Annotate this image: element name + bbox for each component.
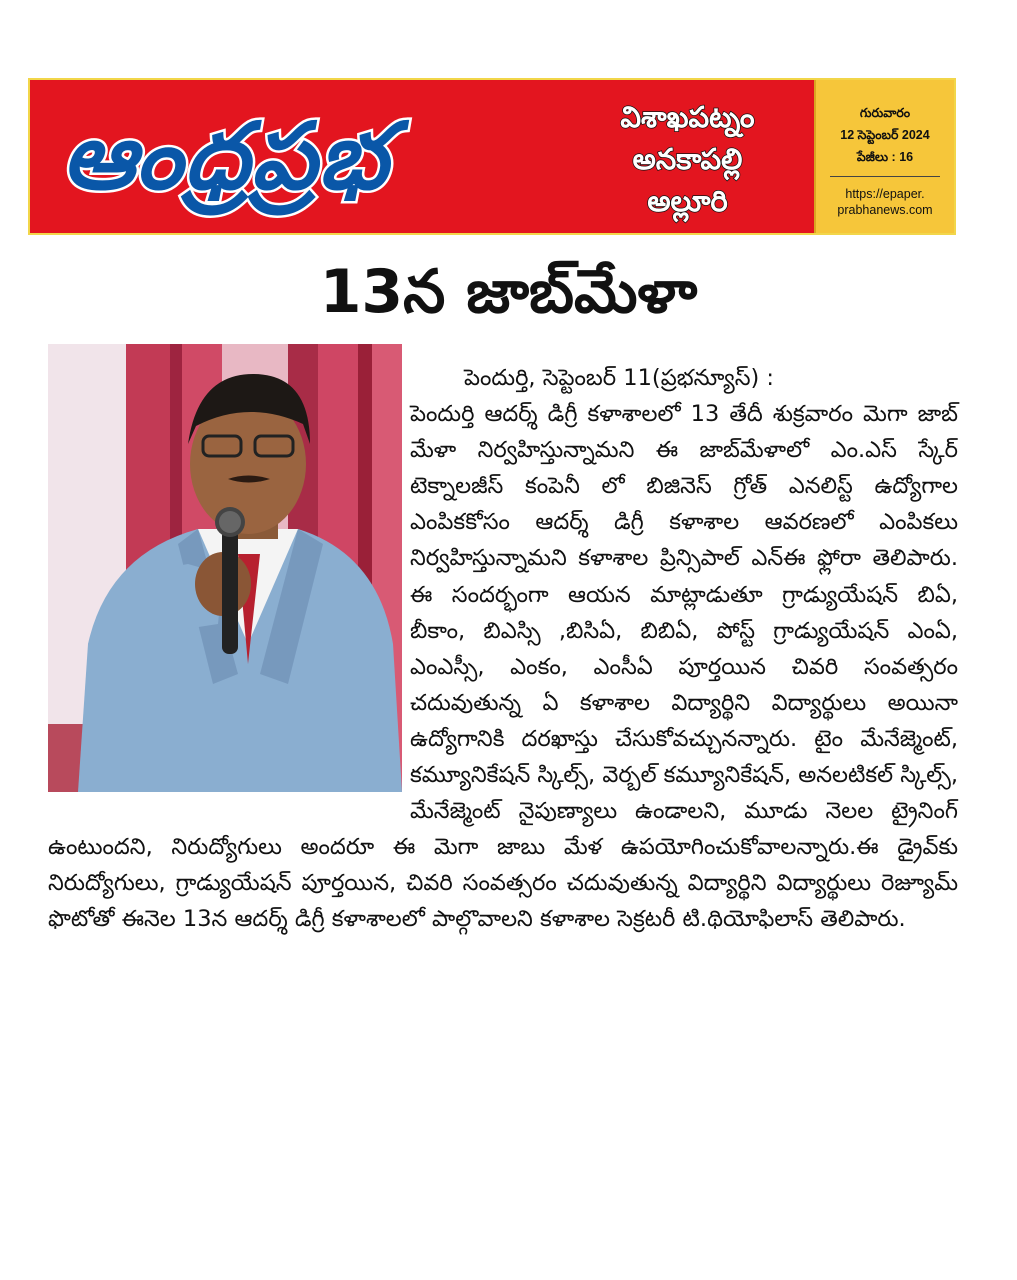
page-count: పేజీలు : 16: [856, 150, 914, 164]
issue-date: 12 సెప్టెంబర్ 2024: [840, 128, 930, 142]
edition-line-2: అనకాపల్లి: [632, 142, 743, 176]
photo-wrap-spacer: [48, 360, 410, 798]
logo-text: ఆంధ్రప్రభ: [62, 102, 390, 210]
edition-names: [550, 96, 825, 222]
epaper-url[interactable]: https://epaper. prabhanews.com: [837, 187, 933, 217]
newspaper-logo: [34, 86, 544, 229]
article-paragraph: పెందుర్తి ఆదర్శ్ డిగ్రీ కళాశాలలో 13 తేదీ శుక్రవారం మెగా జాబ్ మేళా నిర్వహిస్తున్నామని ఈ జాబ్‌మేళాలో ఎం.ఎస్ స్కేర్ టెక్నాలజీస్ కంపెనీ లో బిజినెస్ గ్రోత్ ఎనలిస్ట్ ఉద్యోగాల ఎంపికకోసం ఆదర్శ్ డిగ్రీ కళాశాల ఆవరణలో ఎంపికలు నిర్వహిస్తున్నామని కళాశాల ప్రిన్సిపాల్ ఎన్ఈ ఫ్లోరా తెలిపారు. ఈ సందర్భంగా ఆయన మాట్లాడుతూ గ్రాడ్యుయేషన్ బిఏ, బీకాం, బిఎస్సి ,బిసిఏ, బిబిఏ, పోస్ట్ గ్రాడ్యుయేషన్ ఎంఏ, ఎంఎస్సీ, ఎంకం, ఎంసీఏ పూర్తయిన చివరి సంవత్సరం చదువుతున్న ఏ కళాశాల విద్యార్థిని విద్యార్థులు అయినా ఉద్యోగానికి దరఖాస్తు చేసుకోవచ్చునన్నారు. టైం మేనేజ్మెంట్, కమ్యూనికేషన్ స్కిల్స్, వెర్బల్ కమ్యూనికేషన్, అనలటికల్ స్కిల్స్, మేనేజ్మెంట్ నైపుణ్యాలు ఉండాలని, మూడు నెలల ట్రైనింగ్ ఉంటుందని, నిరుద్యోగులు అందరూ ఈ మెగా జాబు మేళ ఉపయోగించుకోవాలన్నారు.ఈ డ్రైవ్‌కు నిరుద్యోగులు, గ్రాడ్యుయేషన్ పూర్తయిన, చివరి సంవత్సరం చదువుతున్న విద్యార్థిని విద్యార్థులు రెజ్యూమ్ ఫొటోతో ఈనెల 13న ఆదర్శ్ డిగ్రీ కళాశాలలో పాల్గొవాలని కళాశాల సెక్రటరీ టి.థియోఫిలాస్ తెలిపారు.: [48, 401, 958, 933]
edition-line-1: విశాఖపట్నం: [620, 100, 755, 134]
article-body: [48, 360, 958, 938]
issue-day: గురువారం: [859, 106, 911, 120]
article-headline: 13న జాబ్‌మేళా: [319, 257, 698, 327]
info-divider: [830, 176, 940, 177]
edition-line-3: అల్లూరి: [647, 184, 728, 218]
article-dateline: పెందుర్తి, సెప్టెంబర్ 11(ప్రభన్యూస్) :: [464, 365, 775, 391]
issue-info-box: [814, 80, 954, 233]
masthead: [28, 78, 956, 235]
